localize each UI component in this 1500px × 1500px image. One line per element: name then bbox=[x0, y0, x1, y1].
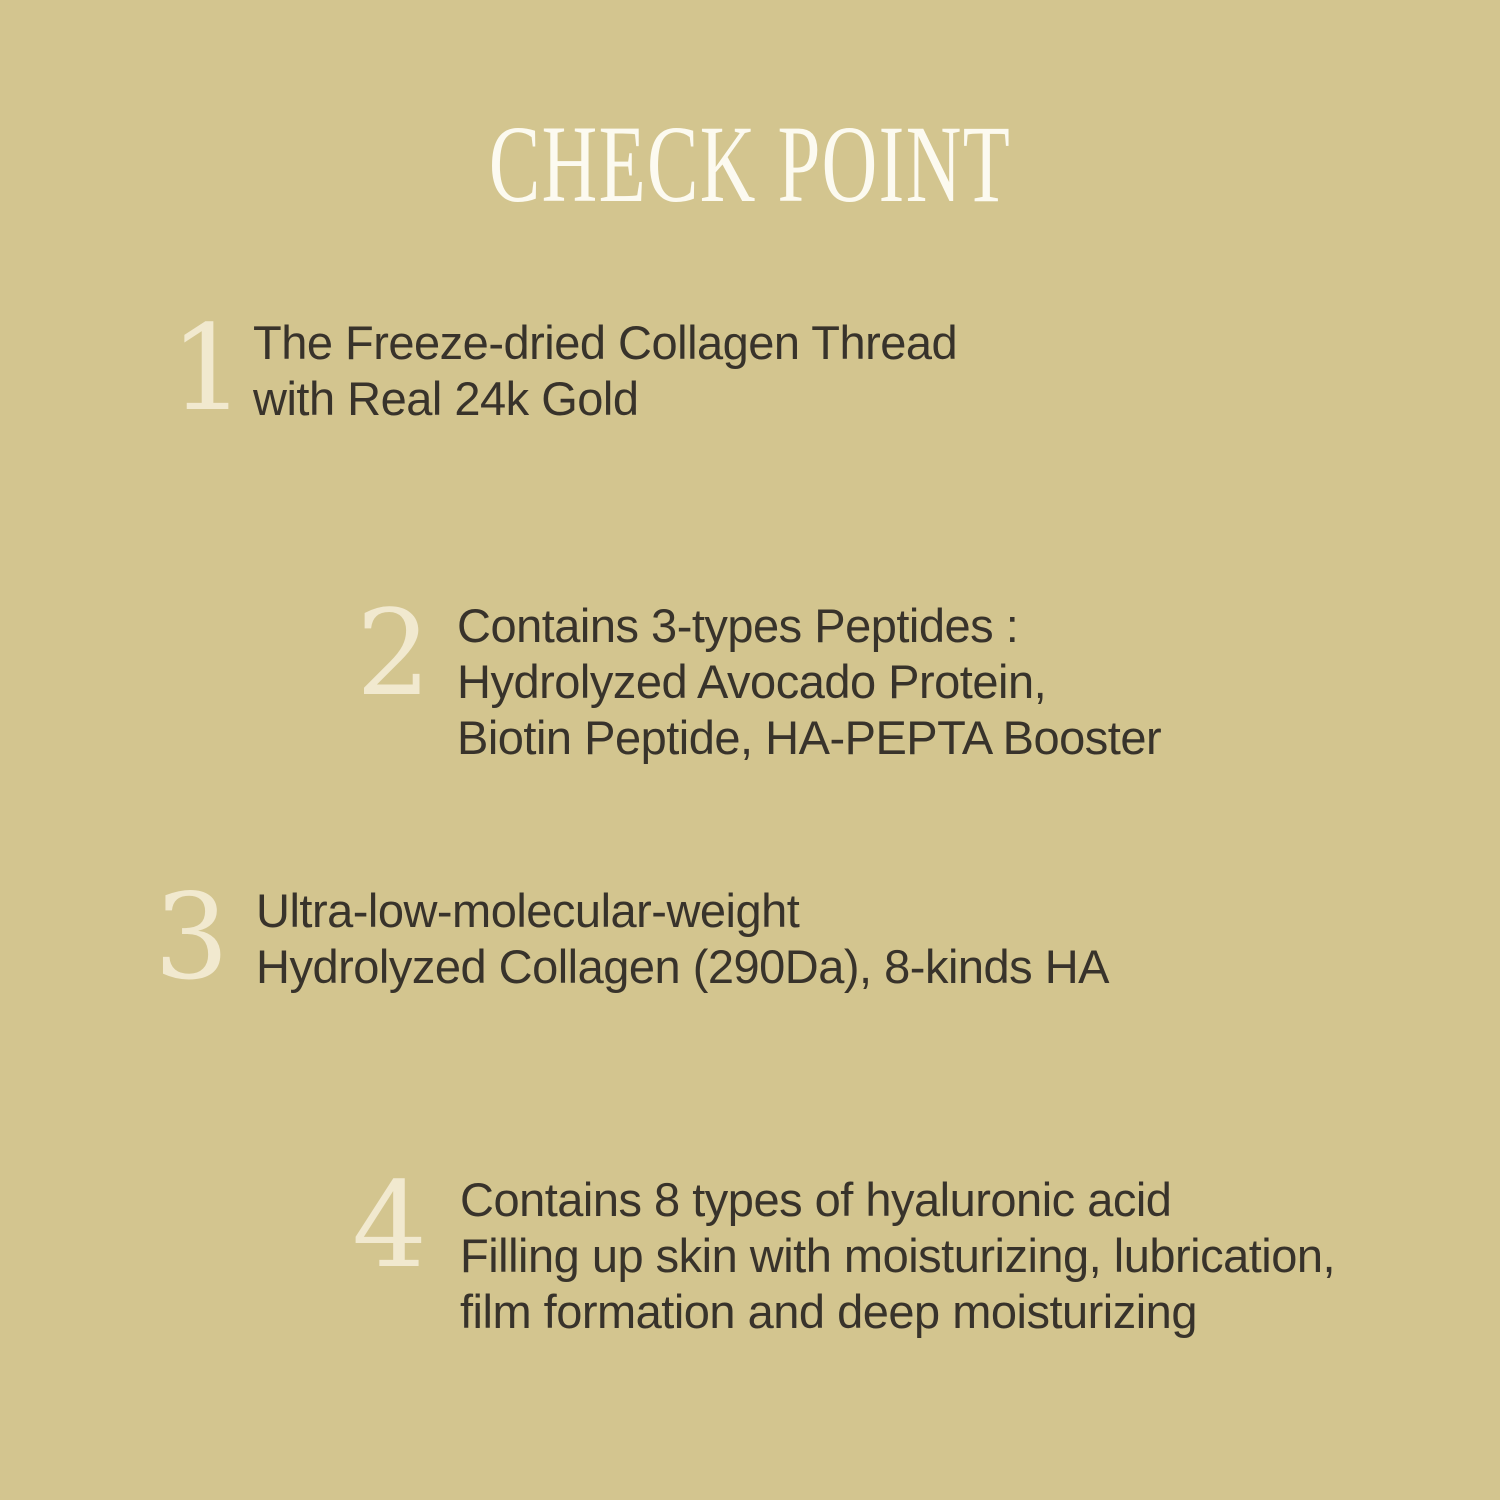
item-2-text bbox=[457, 598, 1161, 766]
item-4-number: 4 bbox=[352, 1156, 428, 1294]
item-4-line-2: Filling up skin with moisturizing, lubrication, bbox=[460, 1229, 1336, 1282]
item-2-number: 2 bbox=[356, 584, 432, 722]
item-1-line-1: The Freeze-dried Collagen Thread bbox=[253, 316, 958, 369]
item-2-line-3: Biotin Peptide, HA-PEPTA Booster bbox=[457, 711, 1162, 764]
item-4-text bbox=[460, 1172, 1335, 1340]
item-4-line-3: film formation and deep moisturizing bbox=[460, 1285, 1197, 1338]
item-1-text bbox=[253, 315, 957, 427]
item-3-number: 3 bbox=[154, 868, 230, 1006]
item-3-text bbox=[256, 883, 1109, 995]
item-3-line-1: Ultra-low-molecular-weight bbox=[256, 884, 800, 937]
item-1-number: 1 bbox=[170, 299, 246, 437]
item-4-line-1: Contains 8 types of hyaluronic acid bbox=[460, 1173, 1172, 1226]
item-2-line-2: Hydrolyzed Avocado Protein, bbox=[457, 655, 1047, 708]
item-2-line-1: Contains 3-types Peptides : bbox=[457, 599, 1019, 652]
item-1-line-2: with Real 24k Gold bbox=[253, 372, 639, 425]
item-3-line-2: Hydrolyzed Collagen (290Da), 8-kinds HA bbox=[256, 940, 1110, 993]
page-title: CHECK POINT bbox=[488, 103, 1012, 225]
